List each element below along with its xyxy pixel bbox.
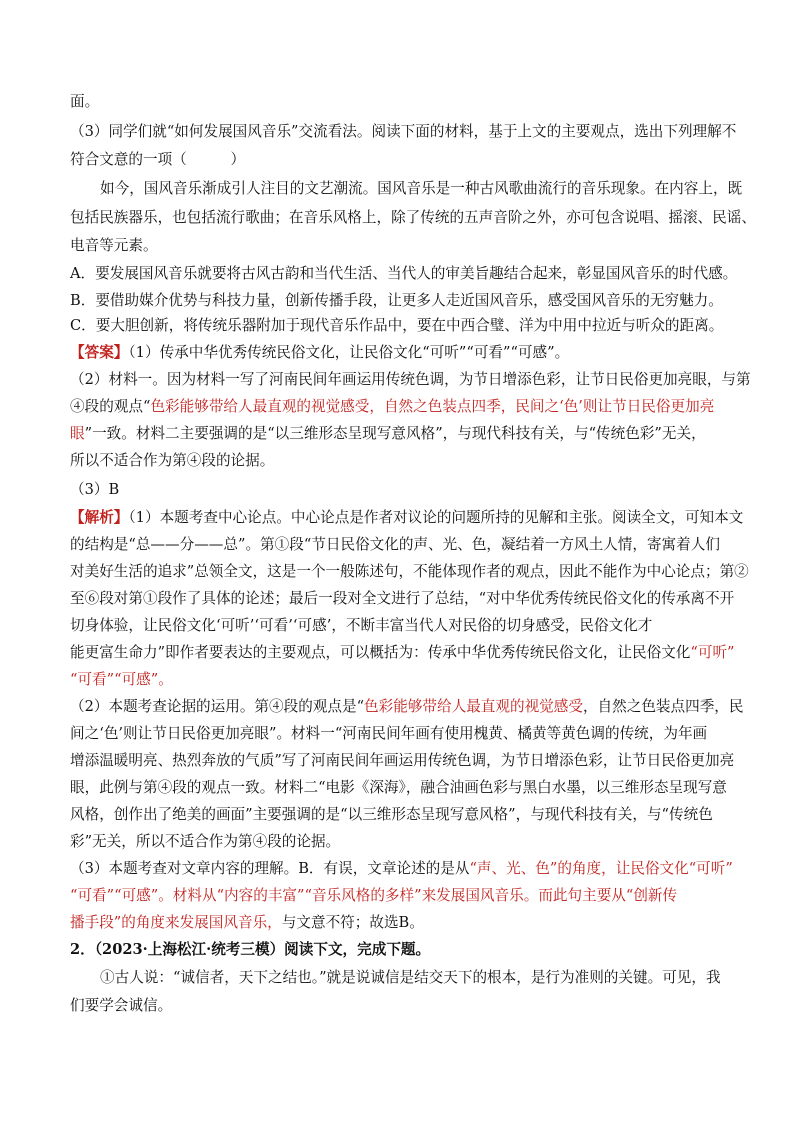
question-3-stem: （3）同学们就“如何发展国风音乐”交流看法。阅读下面的材料，基于上文的主要观点，选出下列理解不 — [70, 123, 737, 140]
analysis-text: 风格，创作出了绝美的画面”主要强调的是“以三维形态呈现写意风格”，与现代科技有关，与“传统色 — [70, 806, 713, 823]
option-c: C．要大胆创新，将传统乐器附加于现代音乐作品中，要在中西合璧、洋为中用中拉近与听众的距离。 — [70, 317, 724, 334]
analysis-3-line: （3）本题考查对文章内容的理解。B．有误，文章论述的是从“声、光、色”的角度，让民俗文化“可听” — [70, 860, 733, 877]
analysis-text: 眼，此例与第④段的观点一致。材料二“电影《深海》，融合油画色彩与黑白水墨，以三维形态呈现写意 — [70, 779, 727, 796]
material-text: 电音等元素。 — [70, 237, 158, 254]
analysis-text: 能更富生命力”即作者要表达的主要观点，可以概括为：传承中华优秀传统民俗文化，让民俗文化“可听” — [70, 644, 735, 661]
analysis-text: 间之‘色’则让节日民俗更加亮眼”。材料一“河南民间年画有使用槐黄、橘黄等黄色调的传统，为年画 — [70, 725, 708, 742]
answer-line-2-cont: ④段的观点“色彩能够带给人最直观的视觉感受，自然之色装点四季，民间之‘色’则让节日民俗更加亮 — [70, 398, 715, 415]
option-b: B．要借助媒介优势与科技力量，创新传播手段，让更多人走近国风音乐，感受国风音乐的无穷魅力。 — [70, 292, 723, 309]
question-2-title: 2．（2023·上海松江·统考三模）阅读下文，完成下题。 — [70, 941, 431, 958]
analysis-text: 切身体验，让民俗文化‘可听’‘可看’‘可感’，不断丰富当代人对民俗的切身感受，民俗文化才 — [70, 617, 653, 634]
analysis-text: 至⑥段对第①段作了具体的论述；最后一段对全文进行了总结，“对中华优秀传统民俗文化的传承离不开 — [70, 590, 735, 607]
option-a: A．要发展国风音乐就要将古风古韵和当代生活、当代人的审美旨趣结合起来，彰显国风音乐的时代感。 — [70, 265, 738, 282]
material-text: 如今，国风音乐渐成引人注目的文艺潮流。国风音乐是一种古风歌曲流行的音乐现象。在内容上，既 — [100, 180, 743, 197]
answer-line-3: （3）B — [70, 481, 120, 498]
material-text: 包括民族器乐，也包括流行歌曲；在音乐风格上，除了传统的五声音阶之外，亦可包含说唱、摇滚、民谣、 — [70, 209, 756, 226]
analysis-2-line: （2）本题考查论据的运用。第④段的观点是“色彩能够带给人最直观的视觉感受，自然之色装点四季，民 — [70, 698, 744, 715]
analysis-text: 增添温暖明亮、热烈奔放的气质”写了河南民间年画运用传统色调，为节日增添色彩，让节日民俗更加亮 — [70, 752, 735, 769]
analysis-text: “可看”“可感”。材料从“内容的丰富”“音乐风格的多样”来发展国风音乐。而此句主要从“创新传 — [70, 887, 678, 904]
answer-tag: 【答案】 — [70, 344, 129, 361]
analysis-text: 播手段”的角度来发展国风音乐，与文意不符；故选B。 — [70, 914, 424, 931]
analysis-text: “可看”“可感”。 — [70, 671, 173, 688]
analysis-tag: 【解析】 — [70, 509, 129, 526]
question-3-stem-cont: 符合文意的一项（ ） — [70, 151, 246, 168]
analysis-text: 彩”无关，所以不适合作为第④段的论据。 — [70, 833, 341, 850]
answer-line-2: （2）材料一。因为材料一写了河南民间年画运用传统色调，为节日增添色彩，让节日民俗更加亮眼，与第 — [70, 371, 751, 388]
analysis-text: 对美好生活的追求”总领全文，这是一个一般陈述句，不能体现作者的观点，因此不能作为中心论点；第② — [70, 563, 749, 580]
passage-paragraph-1: ①古人说：“诚信者，天下之结也。”就是说诚信是结交天下的根本，是行为准则的关键。可见，我 — [100, 969, 721, 986]
analysis-line-1: 【解析】（1）本题考查中心论点。中心论点是作者对议论的问题所持的见解和主张。阅读全文，可知本文 — [70, 509, 744, 526]
passage-paragraph-1-cont: 们要学会诚信。 — [70, 997, 173, 1014]
text-line: 面。 — [70, 93, 100, 110]
answer-line-2-cont: 眼”一致。材料二主要强调的是“以三维形态呈现写意风格”，与现代科技有关，与“传统色彩”无关， — [70, 425, 706, 442]
answer-line-2-cont: 所以不适合作为第④段的论据。 — [70, 452, 275, 469]
answer-line-1: 【答案】（1）传承中华优秀传统民俗文化，让民俗文化“可听”“可看”“可感”。 — [70, 344, 570, 361]
analysis-text: 的结构是“总——分——总”。第①段“节日民俗文化的声、光、色，凝结着一方风土人情，寄寓着人们 — [70, 536, 720, 553]
